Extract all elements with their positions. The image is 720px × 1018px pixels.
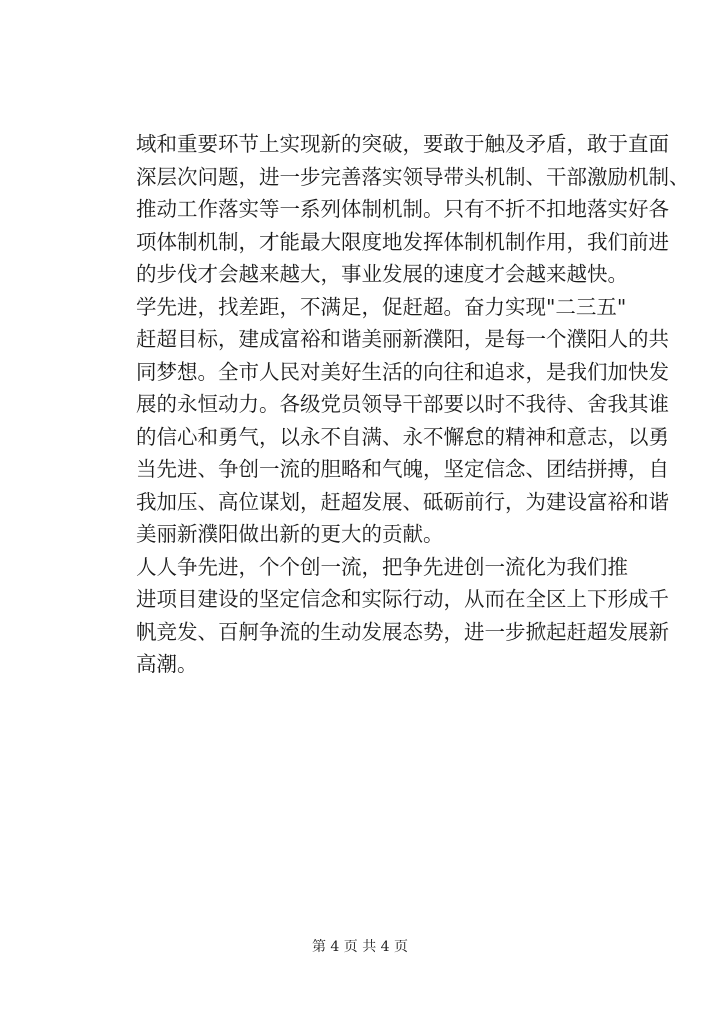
- text-line: 进项目建设的坚定信念和实际行动，从而在全区上下形成千: [136, 587, 669, 611]
- text-line: 人人争先进，个个创一流，把争先进创一流化为我们推: [136, 554, 628, 579]
- text-line: 的信心和勇气，以永不自满、永不懈怠的精神和意志，以勇: [136, 424, 669, 449]
- paragraph: [136, 291, 636, 324]
- text-line: 当先进、争创一流的胆略和气魄，坚定信念、团结拼搏，自: [136, 457, 669, 481]
- text-line: 的步伐才会越来越大，事业发展的速度才会越来越快。: [136, 262, 628, 286]
- paragraph: [136, 128, 690, 291]
- text-line: 美丽新濮阳做出新的更大的贡献。: [136, 522, 444, 546]
- text-line: 推动工作落实等一系列体制机制。只有不折不扣地落实好各: [136, 197, 669, 221]
- text-line: 同梦想。全市人民对美好生活的向往和追求，是我们加快发: [136, 359, 669, 384]
- document-body: [136, 128, 690, 681]
- text-line: 帆竞发、百舸争流的生动发展态势，进一步掀起赶超发展新: [136, 619, 669, 644]
- text-line: 项体制机制，才能最大限度地发挥体制机制作用，我们前进: [136, 229, 669, 254]
- paragraph: [136, 551, 636, 584]
- text-line: 展的永恒动力。各级党员领导干部要以时不我待、舍我其谁: [136, 392, 669, 416]
- text-line: 域和重要环节上实现新的突破，要敢于触及矛盾，敢于直面: [136, 132, 669, 156]
- paragraph: [136, 583, 669, 681]
- text-line: 赶超目标，建成富裕和谐美丽新濮阳，是每一个濮阳人的共: [136, 327, 669, 351]
- text-line: 高潮。: [136, 652, 198, 676]
- text-line: 深层次问题，进一步完善落实领导带头机制、干部激励机制、: [136, 164, 690, 189]
- paragraph: [136, 323, 669, 551]
- text-line: 我加压、高位谋划，赶超发展、砥砺前行，为建设富裕和谐: [136, 489, 669, 514]
- text-line: 学先进，找差距，不满足，促赶超。奋力实现"二三五": [136, 294, 627, 319]
- page-number-footer: 第 4 页 共 4 页: [311, 939, 409, 955]
